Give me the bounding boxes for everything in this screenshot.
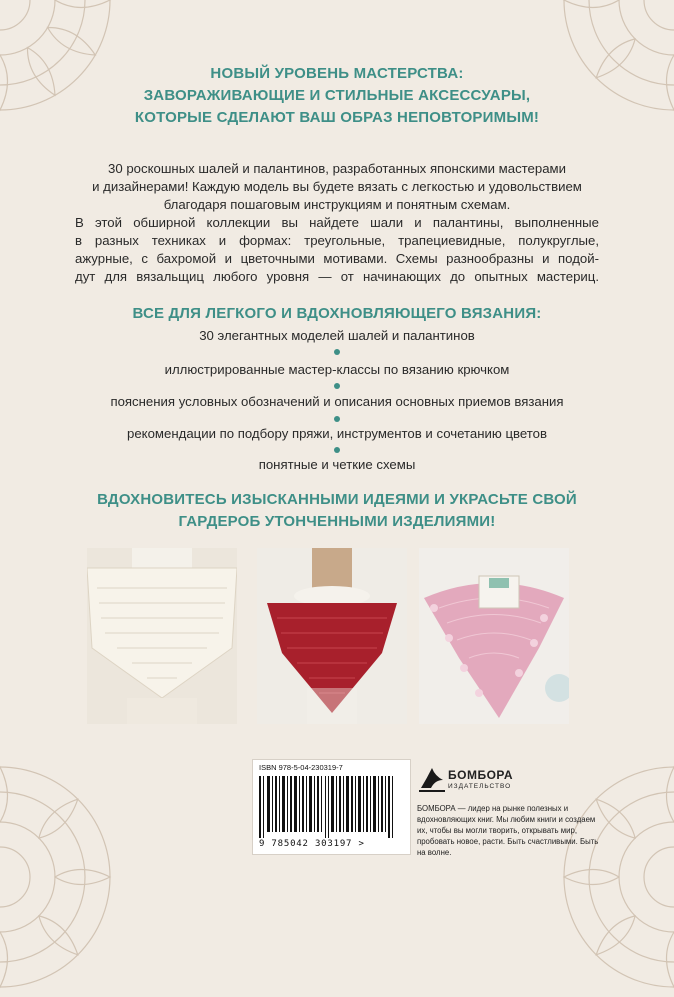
publisher-subtitle: ИЗДАТЕЛЬСТВО [448,783,512,790]
publisher-blurb: БОМБОРА — лидер на рынке полезных и вдохновляющих книг. Мы любим книги и создаем их, чтобы вы могли творить, открывать мир, пробовать новое, расти. Быть счастливыми. Быть на волне. [417,804,599,857]
collection-paragraph [75,214,599,286]
bombora-logo-icon [417,764,447,794]
pink-shawl-photo [419,548,569,724]
bullet-dot-icon [334,416,340,422]
isbn-text: ISBN 978-5-04-230319-7 [259,763,343,772]
features-headline: ВСЕ ДЛЯ ЛЕГКОГО И ВДОХНОВЛЯЮЩЕГО ВЯЗАНИЯ: [132,305,542,322]
paragraph-line: и дизайнерами! Каждую модель вы будете вязать с легкостью и удовольствием [92,179,582,194]
feature-item: пояснения условных обозначений и описания основных приемов вязания [110,394,564,409]
barcode-icon [259,776,403,838]
barcode-panel [252,759,411,855]
paragraph-line: благодаря пошаговым инструкциям и понятным схемам. [163,197,511,212]
intro-headline [0,63,674,129]
feature-item: рекомендации по подбору пряжи, инструментов и сочетанию цветов [127,426,547,441]
paragraph-line: ажурные, с бахромой и цветочными мотивами. Схемы разнообразны и подой- [75,251,599,266]
feature-item: иллюстрированные мастер-классы по вязанию крючком [164,362,510,377]
inspiration-headline [0,489,674,533]
paragraph-line: дут для вязальщиц любого уровня — от начинающих до опытных мастериц. [75,269,599,284]
bullet-dot-icon [334,383,340,389]
mandala-ornament-icon [554,757,674,997]
paragraph-line: в разных техниках и формах: треугольные, трапециевидные, полукруглые, [75,233,599,248]
inspiration-headline-line: ГАРДЕРОБ УТОНЧЕННЫМИ ИЗДЕЛИЯМИ! [178,513,496,530]
bullet-dot-icon [334,447,340,453]
white-shawl-photo [87,548,237,724]
red-shawl-photo [257,548,407,724]
intro-headline-line: КОТОРЫЕ СДЕЛАЮТ ВАШ ОБРАЗ НЕПОВТОРИМЫМ! [134,109,540,126]
feature-item: 30 элегантных моделей шалей и палантинов [199,328,475,343]
feature-item: понятные и четкие схемы [258,457,416,472]
paragraph-line: 30 роскошных шалей и палантинов, разработанных японскими мастерами [107,161,566,176]
bullet-dot-icon [334,349,340,355]
intro-paragraph [75,160,599,214]
paragraph-line: В этой обширной коллекции вы найдете шали и палантины, выполненные [75,215,599,230]
mandala-ornament-icon [0,757,120,997]
intro-headline-line: ЗАВОРАЖИВАЮЩИЕ И СТИЛЬНЫЕ АКСЕССУАРЫ, [143,87,531,104]
publisher-name: БОМБОРА [448,768,514,782]
barcode-digits: 9 785042 303197 > [259,839,365,849]
inspiration-headline-line: ВДОХНОВИТЕСЬ ИЗЫСКАННЫМИ ИДЕЯМИ И УКРАСЬТЕ СВОЙ [97,491,577,508]
intro-headline-line: НОВЫЙ УРОВЕНЬ МАСТЕРСТВА: [210,65,464,82]
